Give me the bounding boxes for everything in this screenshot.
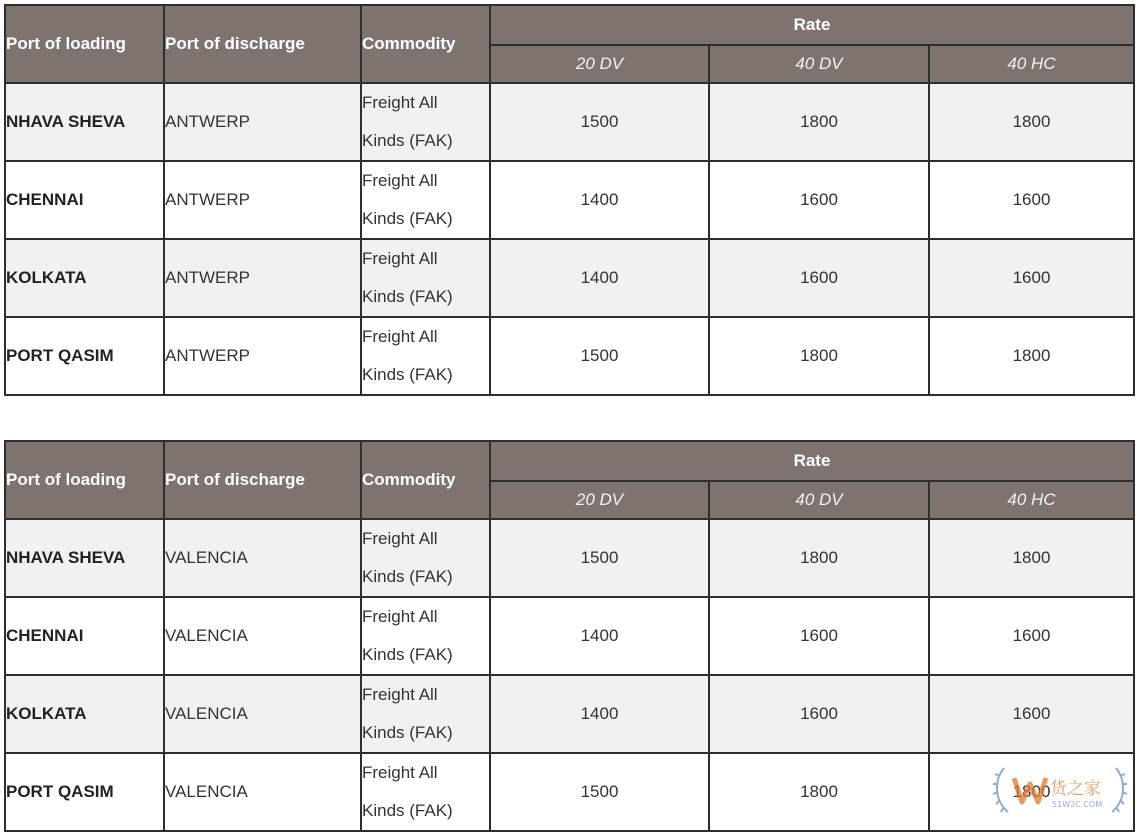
table-row xyxy=(5,239,1134,317)
header-port-of-loading: Port of loading xyxy=(5,5,164,83)
rate-40dv-cell: 1600 xyxy=(709,239,929,317)
commodity-line-2: Kinds (FAK) xyxy=(362,131,453,150)
commodity-cell xyxy=(361,753,490,831)
commodity-line-1: Freight All xyxy=(362,607,438,626)
commodity-line-1: Freight All xyxy=(362,93,438,112)
commodity-cell xyxy=(361,161,490,239)
commodity-line-1: Freight All xyxy=(362,327,438,346)
rate-40dv-cell: 1600 xyxy=(709,161,929,239)
rate-40dv-cell: 1600 xyxy=(709,597,929,675)
port-of-discharge-cell: ANTWERP xyxy=(164,83,361,161)
header-rate: Rate xyxy=(490,5,1134,45)
header-size-40dv: 40 DV xyxy=(709,481,929,519)
rate-20dv-cell: 1500 xyxy=(490,83,709,161)
rate-40hc-cell: 1800 xyxy=(929,753,1134,831)
commodity-cell xyxy=(361,83,490,161)
watermark-site-text: 51W2C.COM xyxy=(1052,800,1103,809)
rate-20dv-cell: 1400 xyxy=(490,161,709,239)
rate-20dv-cell: 1400 xyxy=(490,597,709,675)
commodity-cell xyxy=(361,675,490,753)
watermark-brand-text: 货之家 xyxy=(1050,779,1101,799)
commodity-line-2: Kinds (FAK) xyxy=(362,723,453,742)
header-commodity: Commodity xyxy=(361,5,490,83)
port-of-loading-cell: PORT QASIM xyxy=(5,317,164,395)
commodity-line-2: Kinds (FAK) xyxy=(362,209,453,228)
commodity-line-2: Kinds (FAK) xyxy=(362,567,453,586)
port-of-discharge-cell: VALENCIA xyxy=(164,597,361,675)
commodity-line-1: Freight All xyxy=(362,529,438,548)
commodity-line-2: Kinds (FAK) xyxy=(362,645,453,664)
port-of-discharge-cell: VALENCIA xyxy=(164,519,361,597)
rate-40hc-cell: 1800 xyxy=(929,317,1134,395)
watermark-logo xyxy=(990,760,1130,820)
commodity-cell xyxy=(361,317,490,395)
rate-40dv-cell: 1800 xyxy=(709,317,929,395)
table-row xyxy=(5,519,1134,597)
table-row xyxy=(5,83,1134,161)
table-row xyxy=(5,161,1134,239)
port-of-loading-cell: KOLKATA xyxy=(5,239,164,317)
port-of-loading-cell: PORT QASIM xyxy=(5,753,164,831)
rate-20dv-cell: 1400 xyxy=(490,675,709,753)
port-of-loading-cell: NHAVA SHEVA xyxy=(5,519,164,597)
commodity-cell xyxy=(361,519,490,597)
laurel-logo-icon xyxy=(990,760,1130,820)
header-port-of-discharge: Port of discharge xyxy=(164,441,361,519)
rates-table-antwerp xyxy=(4,4,1135,396)
rate-40dv-cell: 1800 xyxy=(709,83,929,161)
rate-20dv-cell: 1500 xyxy=(490,753,709,831)
rate-40hc-cell: 1800 xyxy=(929,83,1134,161)
port-of-discharge-cell: VALENCIA xyxy=(164,675,361,753)
header-size-20dv: 20 DV xyxy=(490,481,709,519)
rate-40hc-cell: 1800 xyxy=(929,519,1134,597)
rate-40dv-cell: 1800 xyxy=(709,753,929,831)
commodity-line-1: Freight All xyxy=(362,685,438,704)
rate-20dv-cell: 1500 xyxy=(490,317,709,395)
header-commodity: Commodity xyxy=(361,441,490,519)
commodity-cell xyxy=(361,239,490,317)
commodity-line-1: Freight All xyxy=(362,249,438,268)
commodity-line-1: Freight All xyxy=(362,763,438,782)
commodity-line-2: Kinds (FAK) xyxy=(362,365,453,384)
rate-40hc-cell: 1600 xyxy=(929,675,1134,753)
rate-40dv-cell: 1600 xyxy=(709,675,929,753)
rate-40hc-cell: 1600 xyxy=(929,239,1134,317)
port-of-loading-cell: NHAVA SHEVA xyxy=(5,83,164,161)
port-of-discharge-cell: VALENCIA xyxy=(164,753,361,831)
table-row xyxy=(5,317,1134,395)
table-row xyxy=(5,675,1134,753)
rate-20dv-cell: 1500 xyxy=(490,519,709,597)
header-size-20dv: 20 DV xyxy=(490,45,709,83)
header-port-of-discharge: Port of discharge xyxy=(164,5,361,83)
table-row xyxy=(5,753,1134,831)
port-of-discharge-cell: ANTWERP xyxy=(164,161,361,239)
port-of-discharge-cell: ANTWERP xyxy=(164,239,361,317)
table-row xyxy=(5,597,1134,675)
port-of-loading-cell: CHENNAI xyxy=(5,597,164,675)
port-of-discharge-cell: ANTWERP xyxy=(164,317,361,395)
commodity-cell xyxy=(361,597,490,675)
rates-table-valencia xyxy=(4,440,1135,832)
rate-40dv-cell: 1800 xyxy=(709,519,929,597)
header-size-40hc: 40 HC xyxy=(929,45,1134,83)
header-size-40hc: 40 HC xyxy=(929,481,1134,519)
header-rate: Rate xyxy=(490,441,1134,481)
header-size-40dv: 40 DV xyxy=(709,45,929,83)
rate-20dv-cell: 1400 xyxy=(490,239,709,317)
commodity-line-1: Freight All xyxy=(362,171,438,190)
commodity-line-2: Kinds (FAK) xyxy=(362,287,453,306)
port-of-loading-cell: CHENNAI xyxy=(5,161,164,239)
rate-40hc-cell: 1600 xyxy=(929,597,1134,675)
port-of-loading-cell: KOLKATA xyxy=(5,675,164,753)
header-port-of-loading: Port of loading xyxy=(5,441,164,519)
commodity-line-2: Kinds (FAK) xyxy=(362,801,453,820)
rate-40hc-cell: 1600 xyxy=(929,161,1134,239)
